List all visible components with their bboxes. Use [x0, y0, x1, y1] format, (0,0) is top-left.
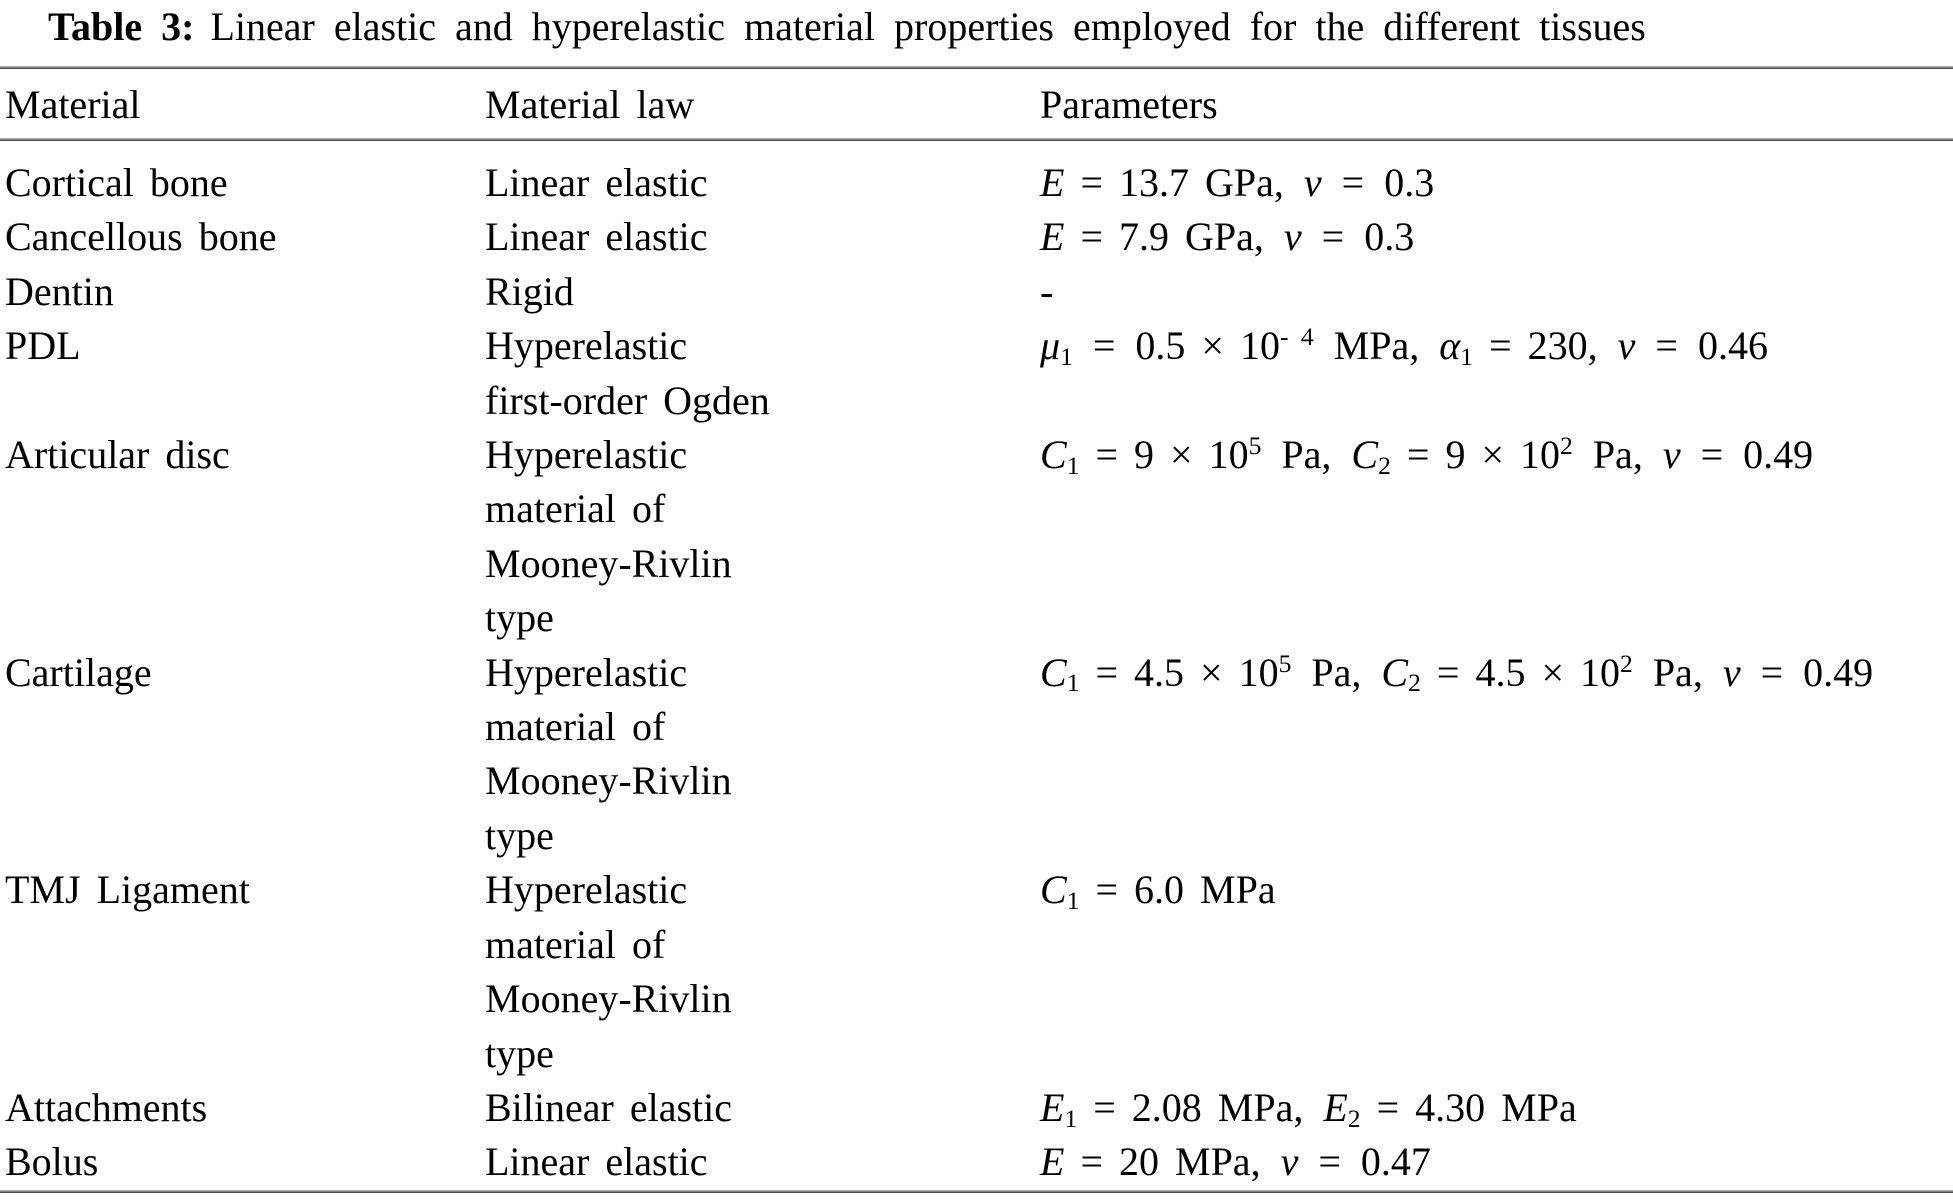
material-law-line: Bilinear elastic [485, 1084, 733, 1130]
table-row [0, 265, 1953, 319]
math-text: = 7.9 GPa, [1064, 214, 1284, 260]
parameters-cell [1040, 319, 1953, 373]
material-law-cell [485, 156, 1040, 210]
parameters-cell [1040, 428, 1953, 482]
math-superscript: 5 [1278, 648, 1292, 678]
math-var: ν [1662, 432, 1681, 478]
material-law-line: Rigid [485, 268, 574, 314]
table-caption-label: Table 3: [48, 4, 195, 49]
material-law-line: type [485, 812, 554, 858]
math-text: = 9 × 10 [1079, 432, 1249, 478]
parameters-cell [1040, 265, 1953, 319]
math-text: = 6.0 MPa [1079, 867, 1276, 913]
material-cell: Bolus [5, 1139, 99, 1185]
material-law-line: Linear elastic [485, 160, 708, 205]
math-text: - [1040, 268, 1054, 314]
parameters-cell [1040, 1135, 1953, 1189]
material-cell: Dentin [5, 268, 114, 314]
math-text: = 0.46 [1635, 323, 1768, 369]
header-rule [0, 138, 1953, 141]
parameters-cell [1040, 863, 1953, 917]
math-text: = 0.49 [1680, 432, 1814, 478]
table-caption-text: Linear elastic and hyperelastic material properties employed for the different tissues [210, 4, 1646, 49]
math-var: μ [1040, 323, 1061, 369]
material-law-cell [485, 210, 1040, 264]
bottom-rule [0, 1190, 1953, 1193]
top-rule [0, 66, 1953, 69]
math-var: E [1040, 1139, 1065, 1185]
math-subscript: 1 [1064, 1103, 1078, 1133]
material-law-line: type [485, 595, 554, 641]
table-row [0, 1081, 1953, 1135]
math-var: ν [1303, 160, 1322, 205]
material-law-cell [485, 1081, 1040, 1135]
math-var: C [1040, 867, 1067, 913]
table-row [0, 646, 1953, 864]
material-cell: Attachments [5, 1084, 208, 1130]
math-text: Pa, [1632, 649, 1723, 695]
math-var: C [1381, 649, 1409, 695]
math-text: = 0.5 × 10 [1072, 323, 1280, 369]
material-law-line: Hyperelastic [485, 432, 688, 478]
table-caption [48, 2, 1945, 52]
math-text: = 0.3 [1321, 160, 1435, 205]
material-law-cell [485, 646, 1040, 864]
math-superscript: - 4 [1280, 322, 1314, 352]
math-text: = 4.30 MPa [1360, 1084, 1577, 1130]
table-header-row [0, 70, 1953, 138]
math-subscript: 1 [1066, 450, 1080, 480]
column-header-material: Material [5, 81, 141, 127]
math-var: ν [1283, 214, 1302, 260]
math-subscript: 2 [1347, 1103, 1361, 1133]
table-row [0, 1135, 1953, 1189]
math-text: Pa, [1261, 432, 1352, 478]
material-law-line: material of [485, 704, 666, 750]
math-text: = 20 MPa, [1064, 1139, 1281, 1185]
material-law-cell [485, 428, 1040, 646]
math-text: = 0.49 [1740, 649, 1874, 695]
material-law-line: Linear elastic [485, 1139, 708, 1185]
material-law-line: Hyperelastic [485, 867, 688, 913]
math-var: C [1040, 432, 1067, 478]
parameters-cell [1040, 1081, 1953, 1135]
math-text: = 13.7 GPa, [1064, 160, 1304, 205]
math-text: = 2.08 MPa, [1077, 1084, 1324, 1130]
math-var: E [1040, 160, 1065, 205]
material-cell: Cancellous bone [5, 214, 277, 260]
math-text: = 230, [1473, 323, 1618, 369]
material-cell: Cartilage [5, 649, 152, 695]
material-law-line: Mooney-Rivlin [485, 976, 732, 1022]
material-law-line: Mooney-Rivlin [485, 540, 732, 586]
math-subscript: 2 [1378, 450, 1391, 480]
material-law-line: Linear elastic [485, 214, 708, 260]
math-var: ν [1617, 323, 1636, 369]
material-law-line: Mooney-Rivlin [485, 758, 732, 804]
material-cell: Articular disc [5, 432, 230, 478]
material-law-line: Hyperelastic [485, 649, 688, 695]
parameters-cell [1040, 646, 1953, 700]
material-law-line: material of [485, 921, 666, 967]
table-row [0, 210, 1953, 264]
column-header-parameters: Parameters [1040, 81, 1218, 127]
math-var: E [1040, 214, 1065, 260]
math-var: α [1439, 323, 1461, 369]
math-text: Pa, [1291, 649, 1382, 695]
table-row [0, 428, 1953, 646]
material-law-cell [485, 319, 1040, 428]
table-row [0, 319, 1953, 428]
math-text: = 4.5 × 10 [1079, 649, 1279, 695]
material-cell: TMJ Ligament [5, 867, 250, 913]
material-law-line: Hyperelastic [485, 323, 688, 369]
material-law-cell [485, 863, 1040, 1081]
material-law-line: material of [485, 486, 666, 532]
math-superscript: 5 [1248, 430, 1262, 460]
math-subscript: 1 [1060, 341, 1073, 371]
table-row [0, 156, 1953, 210]
math-subscript: 2 [1408, 668, 1421, 698]
math-text: = 0.3 [1301, 214, 1415, 260]
math-text: = 9 × 10 [1390, 432, 1561, 478]
table-body [0, 156, 1953, 1190]
math-var: C [1351, 432, 1379, 478]
math-subscript: 1 [1460, 341, 1474, 371]
math-superscript: 2 [1560, 430, 1573, 460]
math-superscript: 2 [1620, 648, 1633, 678]
math-var: ν [1280, 1139, 1299, 1185]
math-text: = 0.47 [1298, 1139, 1431, 1185]
parameters-cell [1040, 210, 1953, 264]
math-subscript: 1 [1066, 668, 1080, 698]
material-cell: PDL [5, 323, 81, 369]
material-law-cell [485, 265, 1040, 319]
math-text: = 4.5 × 10 [1420, 649, 1621, 695]
material-law-line: type [485, 1030, 554, 1076]
material-cell: Cortical bone [5, 160, 228, 205]
material-law-cell [485, 1135, 1040, 1189]
math-text: MPa, [1313, 323, 1440, 369]
math-subscript: 1 [1066, 885, 1080, 915]
math-var: E [1323, 1084, 1348, 1130]
math-var: C [1040, 649, 1067, 695]
math-text: Pa, [1572, 432, 1663, 478]
column-header-material-law: Material law [485, 81, 695, 127]
math-var: E [1040, 1084, 1065, 1130]
parameters-cell [1040, 156, 1953, 210]
math-var: ν [1722, 649, 1741, 695]
table-row [0, 863, 1953, 1081]
material-law-line: first-order Ogden [485, 377, 770, 423]
